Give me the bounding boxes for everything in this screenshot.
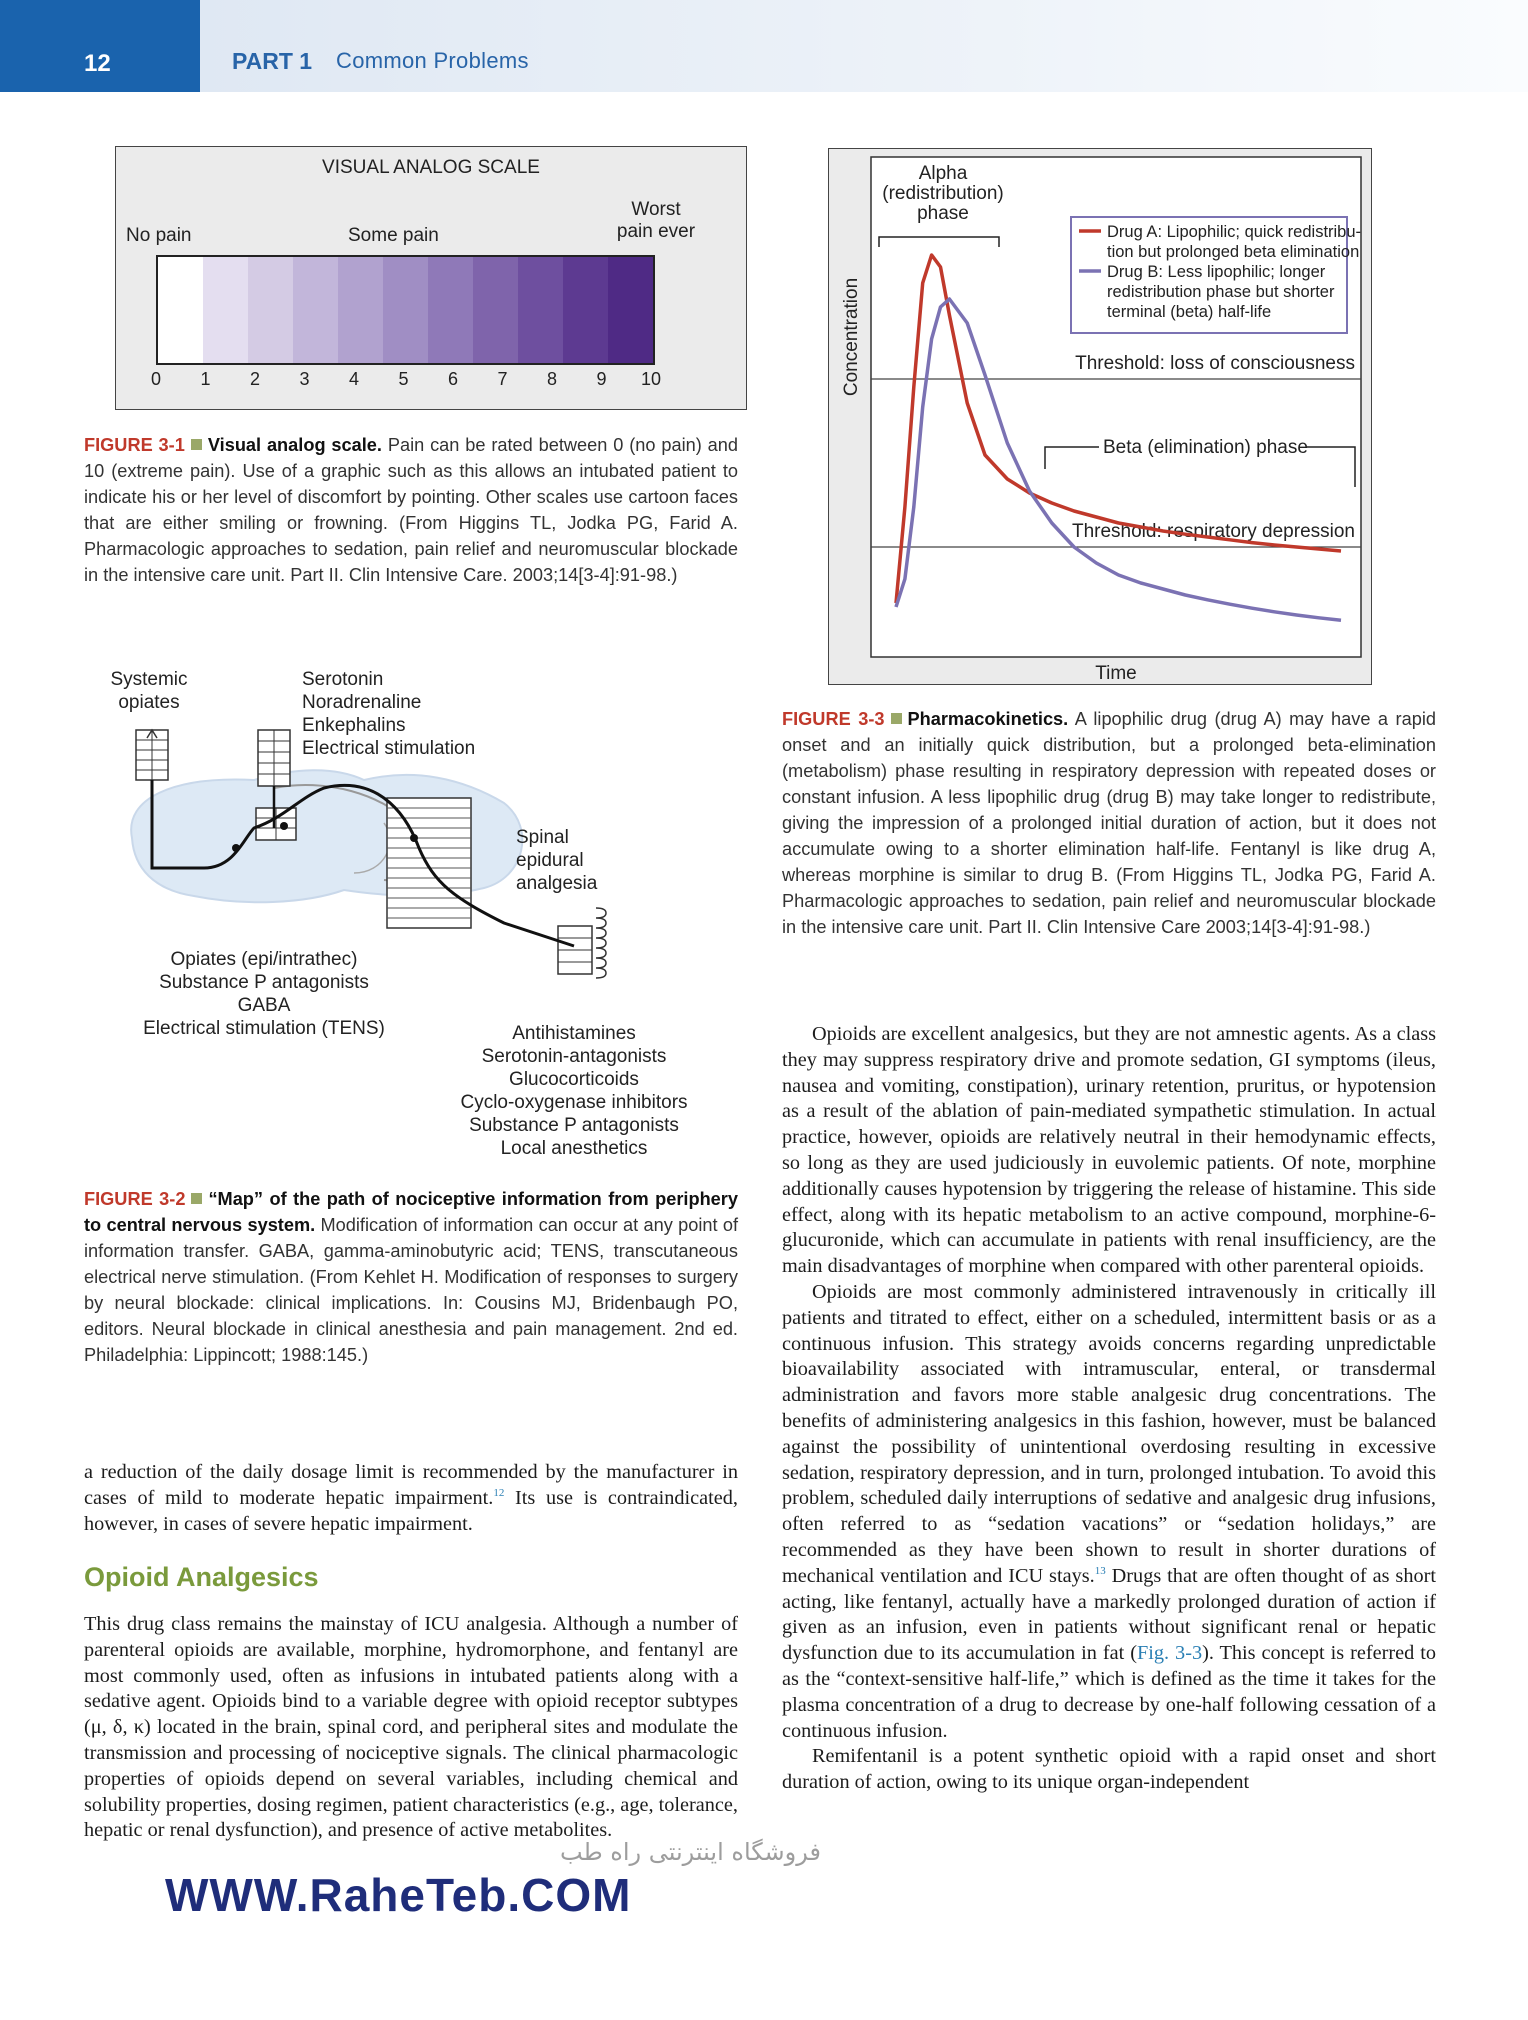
vas-segment xyxy=(608,257,653,363)
spinal-line3: analgesia xyxy=(516,873,598,894)
watermark-url[interactable]: WWW.RaheTeb.COM xyxy=(165,1869,632,1921)
caption-3-2 xyxy=(84,1186,738,1368)
label-tens: Electrical stimulation (TENS) xyxy=(143,1018,385,1039)
label-antihistamines: Antihistamines xyxy=(512,1023,636,1044)
label-electrical-stimulation: Electrical stimulation xyxy=(302,738,476,759)
alpha-phase-label: (redistribution) xyxy=(882,183,1004,204)
vas-tick-label: 3 xyxy=(299,369,310,389)
vas-title: VISUAL ANALOG SCALE xyxy=(322,157,540,178)
vas-segment xyxy=(563,257,608,363)
section-label: Common Problems xyxy=(336,48,529,73)
vas-segment xyxy=(338,257,383,363)
caption-3-2-title: “Map” of the path of nociceptive information from periphery to central nervous system. xyxy=(84,1189,738,1235)
beta-phase-label: Beta (elimination) phase xyxy=(1103,437,1308,458)
vas-no-pain: No pain xyxy=(126,225,192,246)
label-substance-p: Substance P antagonists xyxy=(159,972,369,993)
paragraph-text: Its use is contraindicated, however, in cases of severe hepatic impairment. xyxy=(84,1486,739,1535)
vas-color-bar xyxy=(156,255,655,365)
label-substance-p-2: Substance P antagonists xyxy=(469,1115,679,1136)
vas-segment xyxy=(158,257,203,363)
label-gaba: GABA xyxy=(237,995,291,1016)
vas-worst-line2: pain ever xyxy=(616,221,696,242)
label-noradrenaline: Noradrenaline xyxy=(302,692,422,713)
vas-worst-pain xyxy=(586,199,726,243)
caption-3-2-label: FIGURE 3-2 xyxy=(84,1189,186,1209)
header-band xyxy=(200,0,1528,92)
figure-3-3 xyxy=(828,148,1372,685)
paragraph: Remifentanil is a potent synthetic opioid with a rapid onset and short duration of action, owing to its unique organ-independent xyxy=(782,1745,1436,1794)
vas-ticks xyxy=(150,369,662,393)
label-spinal-agents xyxy=(104,948,424,1040)
label-opiates-epi: Opiates (epi/intrathec) xyxy=(170,949,358,970)
vas-segment xyxy=(203,257,248,363)
caption-3-3-title: Pharmacokinetics. xyxy=(907,709,1069,729)
vas-segment xyxy=(473,257,518,363)
synapse-dot xyxy=(232,844,240,852)
paragraph: Opioids are excellent analgesics, but they are not amnestic agents. As a class they may suppress respiratory drive and promote sedation, GI symptoms (ileus, nausea and vomiting, constipation), urinary retention, pruritus, or hypotension as a result of the ablation of pain-mediated sympathetic stimulation. In actual practice, however, opioids are relatively neutral in their hemodynamic effects, so long as they are used judiciously in euvolemic patients. Of note, morphine additionally causes hypotension by triggering the release of histamine. This side effect, along with its hepatic metabolism to an active compound, morphine-6-glucuronide, which can accumulate in patients with renal insufficiency, are the main disadvantages of morphine when compared with other parenteral opioids. xyxy=(782,1023,1436,1278)
caption-3-1-title: Visual analog scale. xyxy=(207,435,382,455)
figure-3-2 xyxy=(84,668,744,1168)
legend-label: tion but prolonged beta elimination xyxy=(1107,243,1360,261)
vas-tick-label: 6 xyxy=(447,369,458,389)
caption-3-1 xyxy=(84,432,738,588)
caption-3-3-label: FIGURE 3-3 xyxy=(782,709,885,729)
label-descending-modulators xyxy=(302,668,475,760)
watermark-persian: فروشگاه اینترنتی راه طب xyxy=(560,1838,821,1866)
part-label: PART 1 xyxy=(232,48,313,74)
figure-link[interactable]: Fig. 3-3 xyxy=(1136,1642,1203,1665)
caption-square-icon xyxy=(191,439,202,450)
spinal-line2: epidural xyxy=(516,850,584,871)
label-spinal-epidural xyxy=(516,826,597,895)
page-number: 12 xyxy=(84,50,111,77)
label-glucocorticoids: Glucocorticoids xyxy=(509,1069,639,1090)
systemic-line1: Systemic xyxy=(110,669,188,690)
threshold-label: Threshold: respiratory depression xyxy=(1071,521,1355,542)
pk-chart xyxy=(829,149,1371,684)
epidural-box xyxy=(387,798,471,928)
legend-label: redistribution phase but shorter xyxy=(1107,283,1335,301)
synapse-dot xyxy=(280,822,288,830)
vas-worst-line1: Worst xyxy=(631,199,681,220)
figure-3-1 xyxy=(115,146,747,410)
vas-segment xyxy=(293,257,338,363)
label-serotonin: Serotonin xyxy=(302,669,384,690)
paragraph-text: Opioids are most commonly administered intravenously in critically ill patients and titrated to effect, either on a scheduled, intermittent basis or as a continuous infusion. This strategy avoids concerns regarding unpredictable bioavailability associated with intramuscular, enteral, or transdermal administration and favors more stable analgesic drug concentrations. The benefits of administering analgesics in this fashion, however, must be balanced against the possibility of unintentional overdosing resulting in excessive sedation, respiratory depression, and in turn, prolonged intubation. To avoid this problem, scheduled daily interruptions of sedative and analgesic drug infusions, often referred to as “sedation vacations” or “sedation holidays,” are recommended as they have been shown to result in shorter durations of mechanical ventilation and ICU stays. xyxy=(782,1280,1436,1587)
label-peripheral-agents xyxy=(424,1022,724,1160)
paragraph-text: a reduction of the daily dosage limit is recommended by the manufacturer in cases of mild to moderate hepatic impairment. xyxy=(84,1461,738,1509)
label-cox-inhibitors: Cyclo-oxygenase inhibitors xyxy=(460,1092,688,1113)
skin-receptor-icon xyxy=(596,908,606,978)
legend-label: terminal (beta) half-life xyxy=(1107,303,1272,321)
vas-tick-label: 2 xyxy=(249,369,260,389)
vas-tick-label: 0 xyxy=(150,369,161,389)
x-axis-label: Time xyxy=(1095,663,1137,684)
left-body-top xyxy=(84,1460,738,1537)
alpha-phase-label: Alpha xyxy=(918,163,968,184)
vas-segment xyxy=(248,257,293,363)
vas-tick-label: 1 xyxy=(200,369,211,389)
label-systemic-opiates xyxy=(84,668,214,714)
vas-some-pain: Some pain xyxy=(348,225,439,246)
vas-segment xyxy=(428,257,473,363)
paragraph-text: Drugs that are often thought of as short acting, like fentanyl, actually have a markedly prolonged duration of action if given as an infusion, even in patients without significant renal or hepatic dysfunction due to its accumulation in fat ( xyxy=(782,1564,1436,1665)
threshold-label: Threshold: loss of consciousness xyxy=(1075,353,1355,374)
spinal-line1: Spinal xyxy=(516,827,569,848)
legend-label: Drug B: Less lipophilic; longer xyxy=(1107,263,1326,281)
alpha-phase-label: phase xyxy=(917,203,969,224)
descending-modulation-box xyxy=(258,730,290,786)
synapse-dot xyxy=(410,834,418,842)
paragraph xyxy=(782,1280,1436,1744)
vas-tick-label: 7 xyxy=(497,369,508,389)
caption-3-2-text: Modification of information can occur at any point of information transfer. GABA, gamma-aminobutyric acid; TENS, transcutaneous electrical nerve stimulation. (From Kehlet H. Modification of responses to surgery by neural blockade: clinical implications. In: Cousins MJ, Bridenbaugh PO, editors. Neural blockade in clinical anesthesia and pain management. 2nd ed. Philadelphia: Lippincott; 1988:145.) xyxy=(84,1215,738,1365)
reference-13[interactable]: 13 xyxy=(1094,1564,1106,1577)
paragraph-text: ). This concept is referred to as the “context-sensitive half-life,” which is defined as the time it takes for the plasma concentration of a drug to decrease by one-half following cessation of a continuous infusion. xyxy=(782,1642,1436,1742)
caption-square-icon xyxy=(191,1193,202,1204)
caption-square-icon xyxy=(891,713,902,724)
vas-tick-label: 9 xyxy=(596,369,607,389)
label-enkephalins: Enkephalins xyxy=(302,715,406,736)
caption-3-1-label: FIGURE 3-1 xyxy=(84,435,185,455)
right-body xyxy=(782,1022,1436,1796)
reference-12[interactable]: 12 xyxy=(493,1487,505,1500)
left-body-opioids xyxy=(84,1612,738,1844)
vas-segment xyxy=(518,257,563,363)
y-axis-label: Concentration xyxy=(841,277,862,397)
caption-3-1-text: Pain can be rated between 0 (no pain) and 10 (extreme pain). Use of a graphic such as this allows an intubated patient to indicate his or her level of discomfort by pointing. Other scales use cartoon faces that are either smiling or frowning. (From Higgins TL, Jodka PG, Farid A. Pharmacologic approaches to sedation, pain relief and neuromuscular blockade in the intensive care unit. Part II. Clin Intensive Care. 2003;14[3-4]:91-98.) xyxy=(84,435,738,585)
paragraph: This drug class remains the mainstay of ICU analgesia. Although a number of parenteral opioids are available, morphine, hydromorphone, and fentanyl are most commonly used, often as infusions in intubated patients along with a sedative agent. Opioids bind to a variable degree with opioid receptor subtypes (μ, δ, κ) located in the brain, spinal cord, and peripheral sites and modulate the transmission and processing of nociceptive signals. The clinical pharmacologic properties of opioids depend on several variables, including chemical and solubility properties, dosing regimen, patient characteristics (e.g., age, tolerance, hepatic or renal dysfunction), and presence of active metabolites. xyxy=(84,1613,738,1842)
caption-3-3 xyxy=(782,706,1436,940)
caption-3-3-text: A lipophilic drug (drug A) may have a rapid onset and an initially quick distribution, but a prolonged beta-elimination (metabolism) phase resulting in respiratory depression with repeated doses or constant infusion. A less lipophilic drug (drug B) may take longer to redistribute, giving the impression of a prolonged initial duration of action, but it does not accumulate owing to a shorter elimination half-life. Fentanyl is like drug A, whereas morphine is similar to drug B. (From Higgins TL, Jodka PG, Farid A. Pharmacologic approaches to sedation, pain relief and neuromuscular blockade in the intensive care unit. Part II. Clin Intensive Care 2003;14[3-4]:91-98.) xyxy=(782,709,1436,937)
vas-tick-label: 10 xyxy=(640,369,662,389)
vas-tick-label: 8 xyxy=(546,369,557,389)
systemic-opiates-box xyxy=(136,730,168,780)
label-serotonin-antagonists: Serotonin-antagonists xyxy=(481,1046,667,1067)
vas-segment xyxy=(383,257,428,363)
systemic-line2: opiates xyxy=(118,692,180,713)
page-number-block xyxy=(0,0,200,92)
paragraph xyxy=(84,1460,738,1537)
label-local-anesthetics: Local anesthetics xyxy=(500,1138,648,1159)
section-heading: Opioid Analgesics xyxy=(84,1562,319,1592)
vas-tick-label: 4 xyxy=(348,369,359,389)
vas-tick-label: 5 xyxy=(398,369,409,389)
legend-label: Drug A: Lipophilic; quick redistribu- xyxy=(1107,223,1362,241)
